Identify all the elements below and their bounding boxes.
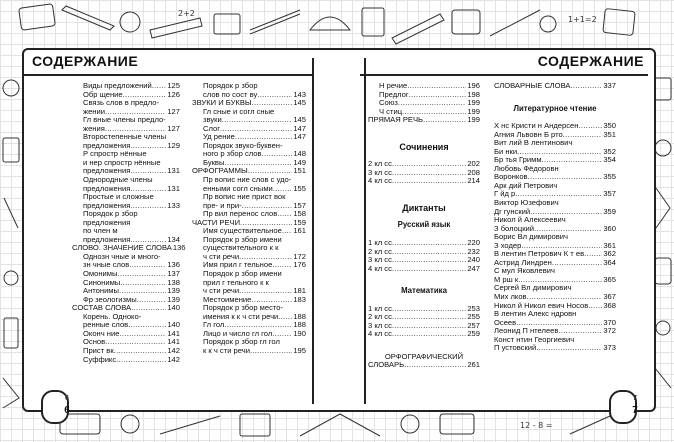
toc-leader-dots bbox=[409, 91, 467, 100]
toc-entry-title: Порядок р збор bbox=[83, 209, 138, 219]
toc-entry-title: Никол й Алексеевич bbox=[494, 215, 566, 225]
toc-entry-page: 220 bbox=[467, 238, 480, 248]
toc-entry-title: Второстепенные члены bbox=[83, 132, 167, 142]
toc-entry-title: Гл вные члены предло- bbox=[83, 115, 166, 125]
toc-entry-title: Порядок р збор имени bbox=[203, 234, 282, 244]
toc-entry-title: ч сти речи bbox=[203, 251, 240, 261]
toc-entry-title: Гл гол bbox=[203, 320, 225, 330]
toc-entry-page: 138 bbox=[167, 277, 180, 287]
toc-entry-title: Порядок р збор имени bbox=[203, 269, 282, 279]
toc-leader-dots bbox=[392, 313, 466, 322]
toc-entry-title: Обр щение bbox=[83, 89, 123, 99]
toc-entry-page: 137 bbox=[167, 269, 180, 279]
toc-entry-page: 188 bbox=[293, 311, 306, 321]
toc-entry-page bbox=[305, 236, 306, 245]
toc-entry-title: жении bbox=[83, 106, 105, 116]
toc-entry-page: 361 bbox=[603, 240, 616, 250]
toc-section-title: Сочинения bbox=[399, 141, 449, 152]
toc-column-2 bbox=[192, 82, 306, 356]
spacer bbox=[368, 125, 480, 143]
toc-entry-title: Вит лий В лентинович bbox=[494, 138, 573, 148]
toc-entry-page: 195 bbox=[293, 345, 306, 355]
svg-text:1+1=2: 1+1=2 bbox=[568, 15, 597, 24]
toc-entry-page: 183 bbox=[293, 294, 306, 304]
toc-leader-dots bbox=[130, 219, 179, 228]
toc-leader-dots bbox=[404, 361, 466, 370]
toc-entry-title: ОРФОГРАММЫ bbox=[192, 166, 248, 176]
toc-entry-title: к к ч сти речи bbox=[203, 345, 250, 355]
toc-entry-title: Борис Вл димирович bbox=[494, 232, 568, 242]
toc-entry-page bbox=[179, 219, 180, 228]
toc-entry-title: Союз bbox=[379, 98, 398, 108]
toc-entry-page: 337 bbox=[603, 81, 616, 90]
doodle-border-top bbox=[0, 0, 674, 48]
toc-entry-title: слов по сост ву bbox=[203, 89, 258, 99]
toc-entry-page: 133 bbox=[167, 200, 180, 210]
toc-entry-title: 3 кл сс bbox=[368, 255, 392, 265]
toc-entry-title: и нер спростр нённые bbox=[83, 157, 161, 167]
toc-column-3 bbox=[368, 82, 480, 370]
toc-entry-page: 364 bbox=[603, 257, 616, 267]
toc-entry-title: СЛОВАРЬ bbox=[368, 360, 405, 370]
doodle-border-left bbox=[0, 48, 22, 442]
header-bar bbox=[22, 48, 652, 72]
toc-entry-page: 240 bbox=[467, 255, 480, 265]
toc-entry-title: Порядок р збор место- bbox=[203, 303, 284, 313]
toc-entry-page: 145 bbox=[293, 98, 306, 108]
toc-entry-page: 134 bbox=[167, 234, 180, 244]
toc-leader-dots bbox=[117, 270, 166, 279]
toc-entry-page: 355 bbox=[603, 172, 616, 182]
toc-entry-title: СЛОВО. ЗНАЧЕНИЕ СЛОВА bbox=[72, 243, 172, 253]
spacer bbox=[368, 273, 480, 287]
toc-leader-dots bbox=[578, 122, 602, 131]
toc-entry-page: 136 bbox=[172, 243, 186, 253]
toc-entry-page: 181 bbox=[293, 286, 306, 296]
toc-entry-title: Простые и сложные bbox=[83, 192, 154, 202]
book-spine bbox=[312, 58, 366, 404]
toc-leader-dots bbox=[120, 279, 166, 288]
toc-entry-title: Астрид Линдрен bbox=[494, 257, 552, 267]
toc-entry-page: 198 bbox=[467, 89, 480, 99]
toc-entry-page: 372 bbox=[603, 326, 616, 336]
toc-entry-title: Гл сные и согл сные bbox=[203, 106, 275, 116]
toc-entry-title: Суффикс bbox=[83, 354, 117, 364]
toc-entry-title: Синонимы bbox=[83, 277, 121, 287]
page-number-left-text: 6 bbox=[64, 405, 70, 416]
toc-entry-title: СЛОВАРНЫЕ СЛОВА bbox=[494, 81, 571, 90]
toc-entry-title: Имя прил г тельное bbox=[203, 260, 273, 270]
toc-leader-dots bbox=[152, 82, 167, 91]
toc-entry-title: ЗВУКИ И БУКВЫ bbox=[192, 98, 252, 108]
toc-entry-page: 148 bbox=[293, 149, 306, 159]
toc-entry-page: 131 bbox=[167, 183, 180, 193]
toc-leader-dots bbox=[138, 210, 179, 219]
toc-leader-dots bbox=[119, 330, 166, 339]
toc-entry-page: 359 bbox=[603, 206, 616, 216]
toc-entry-page: 350 bbox=[603, 121, 616, 131]
toc-entry[interactable] bbox=[368, 116, 480, 125]
toc-entry[interactable] bbox=[494, 344, 616, 353]
toc-entry-title: 1 кл сс bbox=[368, 303, 392, 313]
toc-entry-page: 188 bbox=[293, 320, 306, 330]
toc-entry-title: 3 кл сс bbox=[368, 320, 392, 330]
toc-leader-dots bbox=[392, 330, 466, 339]
toc-entry-page: 367 bbox=[603, 292, 616, 302]
toc-entry-title: Осеев bbox=[494, 317, 517, 327]
toc-entry-title: Буквы bbox=[203, 157, 225, 167]
toc-entry-title: 2 кл сс bbox=[368, 159, 392, 169]
toc-leader-dots bbox=[116, 356, 166, 365]
toc-entry-title: имения к к ч сти речи bbox=[203, 311, 279, 321]
toc-entry-title: Местоимение bbox=[203, 294, 252, 304]
toc-entry-title: 3 кл сс bbox=[368, 167, 392, 177]
toc-entry-title: Уд рение bbox=[203, 132, 235, 142]
toc-entry-title: СОСТАВ СЛОВА bbox=[72, 303, 132, 313]
toc-entry-page: 362 bbox=[603, 249, 616, 259]
toc-entry-title: предложения bbox=[83, 217, 131, 227]
toc-entry-title: Арк дий Петрович bbox=[494, 180, 558, 190]
toc-entry-title: Н речие bbox=[379, 81, 408, 90]
toc-leader-dots bbox=[584, 250, 602, 259]
toc-entry-page: 127 bbox=[167, 123, 180, 133]
toc-entry-page: 126 bbox=[167, 89, 180, 99]
toc-entry-page: 257 bbox=[467, 320, 480, 330]
toc-entry-title: Леонид П нтелеев bbox=[494, 326, 559, 336]
toc-leader-dots bbox=[392, 177, 466, 186]
toc-entry-page: 125 bbox=[167, 81, 180, 90]
toc-entry-title: Пр вил перенос слов bbox=[203, 209, 278, 219]
toc-entry-page: 161 bbox=[293, 226, 306, 236]
toc-entry-title: Х нс Кристи н Андерсен bbox=[494, 121, 579, 131]
toc-entry-title: Мих лков bbox=[494, 292, 527, 302]
toc-entry-title: М рш к bbox=[494, 274, 519, 284]
toc-entry-title: Любовь Фёдоровн bbox=[494, 163, 559, 173]
toc-entry-page: 199 bbox=[467, 115, 480, 125]
toc-leader-dots bbox=[278, 313, 292, 322]
toc-entry-page: 145 bbox=[293, 115, 306, 125]
page-number-right bbox=[609, 390, 637, 424]
toc-entry-title: Порядок р збор гл гол bbox=[203, 337, 280, 347]
toc-entry-page: 208 bbox=[467, 167, 480, 177]
toc-leader-dots bbox=[129, 261, 166, 270]
toc-entry-page: 261 bbox=[467, 360, 480, 370]
toc-leader-dots bbox=[423, 116, 466, 125]
spacer bbox=[368, 186, 480, 204]
toc-entry-title: Никол й Никол евич Носов bbox=[494, 300, 589, 310]
page-number-right-text: 7 bbox=[632, 405, 638, 416]
toc-leader-dots bbox=[105, 338, 166, 347]
toc-entry-title: Виды предложений bbox=[83, 81, 152, 90]
toc-entry-title: 4 кл сс bbox=[368, 263, 392, 273]
toc-entry-title: Порядок р збор bbox=[203, 81, 258, 90]
toc-entry-title: З ходер bbox=[494, 240, 522, 250]
toc-leader-dots bbox=[392, 239, 466, 248]
toc-leader-dots bbox=[570, 82, 602, 91]
toc-entry-page: 202 bbox=[467, 159, 480, 169]
toc-leader-dots bbox=[407, 82, 466, 91]
toc-leader-dots bbox=[398, 99, 466, 108]
toc-entry-page: 136 bbox=[167, 260, 180, 270]
toc-entry-title: прил г тельного к к bbox=[203, 277, 269, 287]
page-symbol-right: 7 bbox=[633, 395, 637, 402]
toc-leader-dots bbox=[392, 169, 466, 178]
toc-entry-title: Однородные члены bbox=[83, 175, 153, 185]
toc-entry-title: Конст нтин Георгиевич bbox=[494, 334, 575, 344]
toc-entry-title: Би нки bbox=[494, 146, 518, 156]
toc-entry-page: 127 bbox=[167, 106, 180, 116]
toc-entry-title: жения bbox=[83, 123, 105, 133]
toc-entry-title: пре- и при- bbox=[203, 200, 242, 210]
toc-entry-title: Воронков bbox=[494, 172, 528, 182]
toc-entry-title: Пр вопис ние слов с удо- bbox=[203, 175, 292, 185]
toc-leader-dots bbox=[552, 259, 602, 268]
toc-entry-page: 140 bbox=[167, 303, 180, 313]
toc-entry-title: Лицо и число гл гол bbox=[203, 328, 273, 338]
toc-entry-title: 2 кл сс bbox=[368, 312, 392, 322]
svg-text:2+2: 2+2 bbox=[178, 9, 195, 18]
toc-entry-page: 351 bbox=[603, 129, 616, 139]
toc-entry-title: предложения bbox=[83, 140, 131, 150]
toc-entry-title: С мул Яковлевич bbox=[494, 266, 555, 276]
toc-entry-page: 214 bbox=[467, 176, 480, 186]
toc-entry-title: предложения bbox=[83, 200, 131, 210]
doodle-border-bottom bbox=[0, 408, 674, 442]
toc-entry-page: 370 bbox=[603, 317, 616, 327]
header-rule-right bbox=[360, 74, 648, 76]
toc-leader-dots bbox=[282, 270, 305, 279]
toc-entry-page: 140 bbox=[167, 320, 180, 330]
toc-entry-page: 149 bbox=[293, 157, 306, 167]
toc-entry-title: Связь слов в предло- bbox=[83, 98, 160, 108]
toc-entry-title: предложения bbox=[83, 183, 131, 193]
toc-entry-title: по член м bbox=[83, 226, 118, 236]
toc-entry-page: 253 bbox=[467, 303, 480, 313]
toc-entry-title: ч сти речи bbox=[203, 286, 240, 296]
toc-entry-title: Слог bbox=[203, 123, 220, 133]
toc-entry-page: 196 bbox=[467, 81, 480, 90]
toc-entry-title: 4 кл сс bbox=[368, 329, 392, 339]
toc-column-1 bbox=[72, 81, 186, 364]
toc-entry-page: 172 bbox=[293, 251, 306, 261]
toc-entry-heading: ОРФОГРАФИЧЕСКИЙ bbox=[384, 351, 464, 361]
toc-entry-page: 159 bbox=[293, 217, 306, 227]
toc-entry-title: Однозн чные и много- bbox=[83, 251, 161, 261]
toc-entry-page bbox=[305, 270, 306, 279]
spacer bbox=[368, 339, 480, 353]
toc-entry-title: Сергей Вл димирович bbox=[494, 283, 572, 293]
toc-leader-dots bbox=[222, 116, 293, 125]
toc-entry-page: 360 bbox=[603, 223, 616, 233]
toc-entry[interactable] bbox=[368, 330, 480, 339]
toc-entry[interactable] bbox=[494, 82, 616, 91]
toc-entry[interactable] bbox=[368, 177, 480, 186]
toc-entry-page bbox=[179, 210, 180, 219]
toc-entry-page: 373 bbox=[603, 343, 616, 353]
toc-leader-dots bbox=[250, 347, 292, 356]
toc-entry-title: предложения bbox=[83, 234, 131, 244]
toc-entry-title: Антонимы bbox=[83, 286, 119, 296]
toc-section-title: Литературное чтение bbox=[513, 103, 597, 113]
toc-entry[interactable] bbox=[368, 361, 480, 370]
toc-entry-page: 247 bbox=[467, 263, 480, 273]
toc-entry-page: 157 bbox=[293, 200, 306, 210]
toc-entry-page: 147 bbox=[293, 123, 306, 133]
toc-entry-title: Дr гунский bbox=[494, 206, 531, 216]
toc-leader-dots bbox=[282, 227, 293, 236]
toc-entry-page: 232 bbox=[467, 246, 480, 256]
toc-leader-dots bbox=[392, 256, 466, 265]
toc-section-title: Диктанты bbox=[402, 202, 446, 213]
toc-entry-title: Ч стиц bbox=[379, 106, 403, 116]
toc-entry-title: ренные слов bbox=[83, 320, 129, 330]
toc-section-title: Математика bbox=[401, 286, 447, 296]
toc-entry[interactable] bbox=[72, 356, 180, 365]
toc-entry-page: 199 bbox=[467, 106, 480, 116]
toc-leader-dots bbox=[392, 248, 466, 257]
toc-entry-page: 139 bbox=[167, 294, 180, 304]
toc-entry-title: Бр тья Гримм bbox=[494, 155, 542, 165]
toc-entry-title: ПРЯМАЯ РЕЧЬ bbox=[368, 115, 423, 125]
toc-leader-dots bbox=[282, 236, 305, 245]
spacer bbox=[494, 91, 616, 105]
toc-entry-title: 2 кл сс bbox=[368, 246, 392, 256]
toc-entry-page: 147 bbox=[293, 132, 306, 142]
toc-leader-dots bbox=[392, 160, 466, 169]
toc-entry-page: 354 bbox=[603, 155, 616, 165]
svg-text:12 - 8 =: 12 - 8 = bbox=[520, 421, 553, 430]
toc-entry-page: 368 bbox=[603, 300, 616, 310]
toc-entry-title: П устовский bbox=[494, 343, 537, 353]
toc-entry-page: 352 bbox=[603, 146, 616, 156]
toc-entry-title: ного р збор слов bbox=[203, 149, 262, 159]
toc-entry-title: Пр вопис ние прист вок bbox=[203, 192, 286, 202]
toc-entry[interactable] bbox=[368, 265, 480, 274]
toc-entry-title: существительного к к bbox=[203, 243, 279, 253]
toc-entry-title: Р спростр нённые bbox=[83, 149, 147, 159]
toc-entry-title: Фр зеологизмы bbox=[83, 294, 137, 304]
toc-entry-title: 1 кл сс bbox=[368, 238, 392, 248]
page-number-left bbox=[41, 390, 69, 424]
toc-entry-title: зн чные слов bbox=[83, 260, 130, 270]
toc-entry-title: енными согл сными bbox=[203, 183, 273, 193]
toc-entry-title: Виктор Юзефович bbox=[494, 198, 559, 208]
toc-entry-page: 131 bbox=[167, 166, 180, 176]
toc-entry-page: 365 bbox=[603, 274, 616, 284]
page-symbol-left: 6 bbox=[65, 395, 69, 402]
toc-leader-dots bbox=[262, 150, 293, 159]
toc-leader-dots bbox=[257, 91, 292, 100]
toc-leader-dots bbox=[588, 302, 602, 311]
toc-entry-page: 155 bbox=[293, 183, 306, 193]
header-rule-left bbox=[24, 74, 312, 76]
toc-entry-title: Омонимы bbox=[83, 269, 118, 279]
toc-section-title: Русский язык bbox=[397, 220, 451, 230]
toc-entry-page bbox=[179, 150, 180, 159]
toc-column-4 bbox=[494, 82, 616, 353]
toc-entry-title: З болоцкий bbox=[494, 223, 534, 233]
toc-entry-page: 199 bbox=[467, 98, 480, 108]
toc-entry[interactable] bbox=[192, 347, 306, 356]
toc-entry-title: Корень. Одноко- bbox=[83, 311, 142, 321]
toc-entry-page: 357 bbox=[603, 189, 616, 199]
toc-entry-title: 4 кл сс bbox=[368, 176, 392, 186]
toc-entry-title: Прист вк bbox=[83, 345, 114, 355]
toc-entry-title: В лентин Алекс ндровн bbox=[494, 309, 577, 319]
toc-entry-title: Основ bbox=[83, 337, 106, 347]
toc-entry-title: Оконч ние bbox=[83, 328, 120, 338]
toc-entry-title: Порядок звуко-буквен- bbox=[203, 140, 283, 150]
toc-entry-page: 141 bbox=[167, 337, 180, 347]
toc-entry-title: Предлог bbox=[379, 89, 409, 99]
toc-entry-page: 141 bbox=[167, 328, 180, 338]
toc-entry-title: ЧАСТИ РЕЧИ bbox=[192, 217, 241, 227]
toc-entry-page: 176 bbox=[293, 260, 306, 270]
toc-leader-dots bbox=[392, 305, 466, 314]
toc-entry-title: Имя существительное bbox=[203, 226, 282, 236]
toc-entry-page: 143 bbox=[293, 89, 306, 99]
toc-entry-title: звуки bbox=[203, 115, 222, 125]
toc-entry-page: 158 bbox=[293, 209, 306, 219]
toc-leader-dots bbox=[392, 322, 466, 331]
toc-entry-page: 142 bbox=[167, 345, 180, 355]
toc-leader-dots bbox=[114, 347, 167, 356]
toc-entry-page: 129 bbox=[167, 140, 180, 150]
page-title-right: СОДЕРЖАНИЕ bbox=[537, 53, 644, 69]
toc-entry-title: Агния Львовн Б рто bbox=[494, 129, 563, 139]
toc-entry-page: 190 bbox=[293, 328, 306, 338]
toc-leader-dots bbox=[137, 296, 167, 305]
page-title-left: СОДЕРЖАНИЕ bbox=[32, 53, 139, 69]
toc-entry-title: Г йд р bbox=[494, 189, 516, 199]
toc-leader-dots bbox=[277, 210, 292, 219]
toc-entry-page: 142 bbox=[167, 354, 180, 364]
toc-entry-page: 139 bbox=[167, 286, 180, 296]
toc-entry-page: 259 bbox=[467, 329, 480, 339]
toc-entry-page: 255 bbox=[467, 312, 480, 322]
toc-leader-dots bbox=[392, 265, 466, 274]
toc-leader-dots bbox=[128, 321, 166, 330]
toc-entry-title: предложения bbox=[83, 166, 131, 176]
toc-entry-title: В лентин Петрович К т ев bbox=[494, 249, 585, 259]
toc-leader-dots bbox=[536, 344, 602, 353]
toc-entry-page: 151 bbox=[293, 166, 306, 176]
